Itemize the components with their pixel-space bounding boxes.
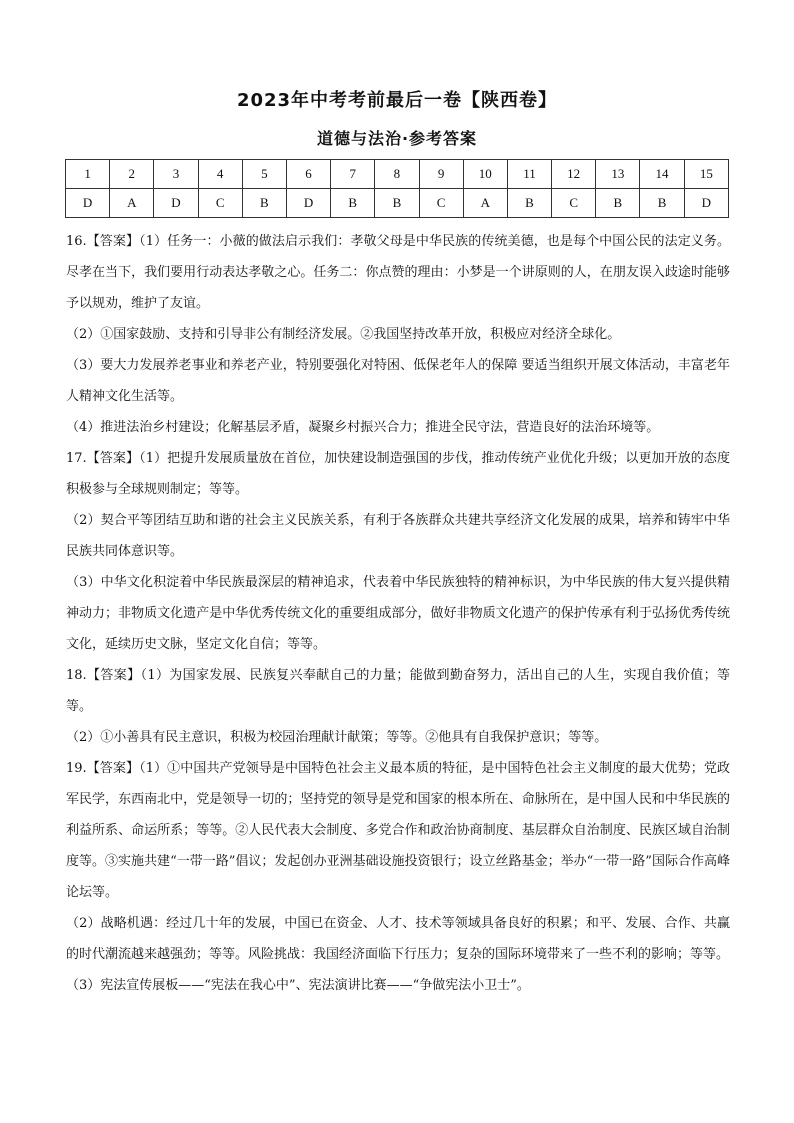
answer-paragraph: （2）①小善具有民主意识，积极为校园治理献计献策；等等。②他具有自我保护意识；等等。 [66, 730, 608, 745]
question-number-cell: 7 [331, 160, 375, 189]
question-number-cell: 2 [110, 160, 154, 189]
answer-cell: B [331, 189, 375, 218]
answer-table-answer-row [66, 189, 729, 218]
answer-table [65, 159, 729, 218]
answer-paragraph: （3）宪法宣传展板——“宪法在我心中”、宪法演讲比赛——“争做宪法小卫士”。 [66, 978, 530, 993]
answer-cell: D [154, 189, 198, 218]
answer-paragraph: （2）战略机遇：经过几十年的发展，中国已在资金、人才、技术等领域具备良好的积累；和平、发展、合作、共赢的时代潮流越来越强劲；等等。风险挑战：我国经济面临下行压力；复杂的国际环境带来了一些不利的影响；等等。 [66, 916, 730, 962]
question-number-cell: 11 [507, 160, 551, 189]
answer-cell: B [596, 189, 640, 218]
answer-paragraph: 19.【答案】（1）①中国共产党领导是中国特色社会主义最本质的特征，是中国特色社会主义制度的最大优势；党政军民学，东西南北中，党是领导一切的；坚持党的领导是党和国家的根本所在、命脉所在，是中国人民和中华民族的利益所系、命运所系；等等。②人民代表大会制度、多党合作和政治协商制度、基层群众自治制度、民族区域自治制度等。③实施共建“一带一路”倡议；发起创办亚洲基础设施投资银行；设立丝路基金；举办“一带一路”国际合作高峰论坛等。 [66, 761, 730, 900]
answer-cell: C [198, 189, 242, 218]
document-subtitle: 道德与法治·参考答案 [316, 129, 478, 148]
answer-paragraph: （3）中华文化积淀着中华民族最深层的精神追求，代表着中华民族独特的精神标识，为中华民族的伟大复兴提供精神动力；非物质文化遗产是中华优秀传统文化的重要组成部分，做好非物质文化遗产的保护传承有利于弘扬优秀传统文化，延续历史文脉，坚定文化自信；等等。 [66, 575, 730, 652]
answer-cell: D [286, 189, 330, 218]
answer-cell: B [375, 189, 419, 218]
answer-paragraph: 16.【答案】（1）任务一：小薇的做法启示我们：孝敬父母是中华民族的传统美德，也是每个中国公民的法定义务。尽孝在当下，我们要用行动表达孝敬之心。任务二：你点赞的理由：小梦是一个讲原则的人，在朋友误入歧途时能够予以规劝，维护了友谊。 [66, 234, 730, 311]
answer-cell: C [419, 189, 463, 218]
answer-paragraph: 17.【答案】（1）把提升发展质量放在首位，加快建设制造强国的步伐，推动传统产业优化升级；以更加开放的态度积极参与全球规则制定；等等。 [66, 451, 730, 497]
answer-cell: A [463, 189, 507, 218]
question-number-cell: 5 [242, 160, 286, 189]
question-number-cell: 12 [552, 160, 596, 189]
answer-paragraph: （3）要大力发展养老事业和养老产业，特别要强化对特困、低保老年人的保障 要适当组织开展文体活动，丰富老年人精神文化生活等。 [66, 358, 730, 404]
answer-paragraph: （4）推进法治乡村建设；化解基层矛盾，凝聚乡村振兴合力；推进全民守法，营造良好的法治环境等。 [66, 420, 660, 435]
answer-body [66, 226, 730, 1001]
question-number-cell: 13 [596, 160, 640, 189]
answer-cell: B [242, 189, 286, 218]
answer-table-number-row [66, 160, 729, 189]
question-number-cell: 9 [419, 160, 463, 189]
question-number-cell: 8 [375, 160, 419, 189]
question-number-cell: 1 [66, 160, 110, 189]
answer-cell: C [552, 189, 596, 218]
question-number-cell: 4 [198, 160, 242, 189]
answer-cell: B [640, 189, 684, 218]
question-number-cell: 3 [154, 160, 198, 189]
answer-cell: B [507, 189, 551, 218]
question-number-cell: 6 [286, 160, 330, 189]
question-number-cell: 14 [640, 160, 684, 189]
answer-paragraph: 18.【答案】（1）为国家发展、民族复兴奉献自己的力量；能做到勤奋努力，活出自己的人生，实现自我价值；等等。 [66, 668, 730, 714]
answer-cell: D [66, 189, 110, 218]
answer-paragraph: （2）契合平等团结互助和谐的社会主义民族关系，有利于各族群众共建共享经济文化发展的成果，培养和铸牢中华民族共同体意识等。 [66, 513, 730, 559]
answer-cell: A [110, 189, 154, 218]
question-number-cell: 10 [463, 160, 507, 189]
answer-cell: D [684, 189, 728, 218]
answer-paragraph: （2）①国家鼓励、支持和引导非公有制经济发展。②我国坚持改革开放，积极应对经济全球化。 [66, 327, 621, 342]
question-number-cell: 15 [684, 160, 728, 189]
document-title: 2023年中考考前最后一卷【陕西卷】 [236, 90, 558, 111]
